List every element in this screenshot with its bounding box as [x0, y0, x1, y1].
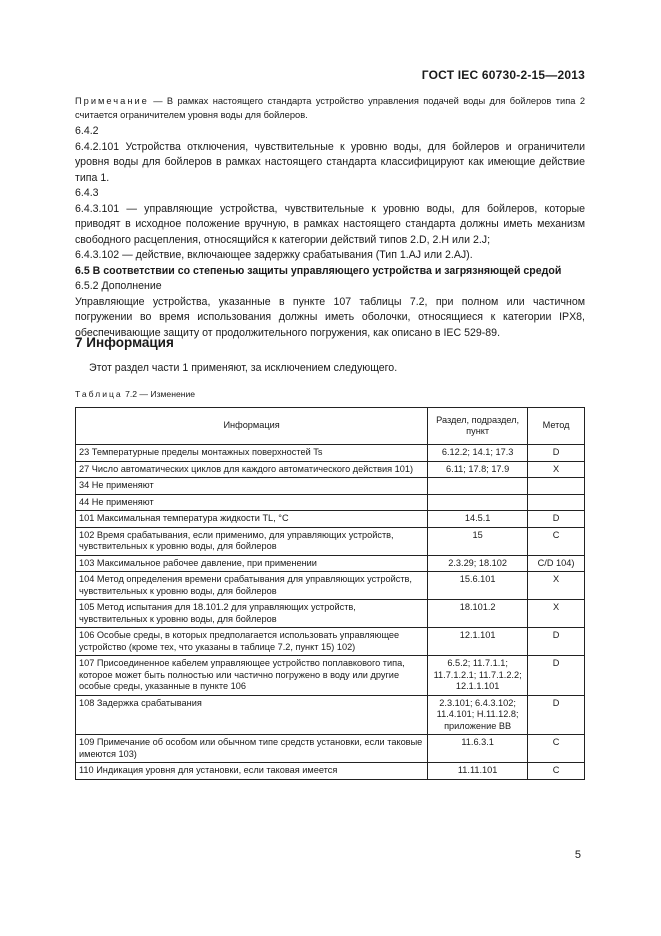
section-body: Этот раздел части 1 применяют, за исключением следующего. [89, 362, 398, 374]
cell-method [528, 494, 585, 511]
clause-6-4-3: 6.4.3 [75, 187, 99, 199]
clause-6-4-3-101: 6.4.3.101 — управляющие устройства, чувствительные к уровню воды, для бойлеров, которые приводят в исходное положение вручную, в рамках настоящего стандарта должны иметь механизм свободного расцепления, относящийся к категории действий типов 2.D, 2.H или 2.J; [75, 202, 585, 246]
document-header: ГОСТ IEC 60730-2-15—2013 [421, 68, 585, 82]
cell-method: D [528, 656, 585, 696]
note [75, 94, 585, 122]
cell-ref: 6.12.2; 14.1; 17.3 [428, 445, 528, 462]
table-caption-label: Таблица [75, 389, 123, 399]
clause-6-4-3-102: 6.4.3.102 — действие, включающее задержку срабатывания (Тип 1.AJ или 2.AJ). [75, 249, 473, 261]
header-ref: Раздел, подраздел, пункт [428, 408, 528, 445]
clause-6-5-heading: 6.5 В соответствии со степенью защиты управляющего устройства и загрязняющей средой [75, 264, 562, 277]
cell-method: C [528, 763, 585, 780]
cell-ref: 18.101.2 [428, 600, 528, 628]
cell-method: X [528, 572, 585, 600]
cell-info: 34 Не применяют [76, 478, 428, 495]
cell-ref: 15 [428, 527, 528, 555]
cell-info: 101 Максимальная температура жидкости TL, °C [76, 511, 428, 528]
cell-info: 105 Метод испытания для 18.101.2 для управляющих устройств, чувствительных к уровню воды, для бойлеров [76, 600, 428, 628]
table-row [76, 527, 585, 555]
table-row [76, 494, 585, 511]
cell-ref: 14.5.1 [428, 511, 528, 528]
header-method: Метод [528, 408, 585, 445]
table-row [76, 735, 585, 763]
header-info: Информация [76, 408, 428, 445]
cell-ref [428, 478, 528, 495]
cell-method: D [528, 695, 585, 735]
cell-info: 110 Индикация уровня для установки, если таковая имеется [76, 763, 428, 780]
note-label: Примечание [75, 96, 149, 106]
table-row [76, 763, 585, 780]
cell-method: X [528, 461, 585, 478]
table-row [76, 555, 585, 572]
cell-info: 104 Метод определения времени срабатывания для управляющих устройств, чувствительных к уровню воды, для бойлеров [76, 572, 428, 600]
table-row [76, 656, 585, 696]
table-row [76, 478, 585, 495]
cell-ref: 11.11.101 [428, 763, 528, 780]
cell-method: D [528, 628, 585, 656]
note-text: — В рамках настоящего стандарта устройство управления подачей воды для бойлеров типа 2 считается ограничителем уровня воды для бойлеров. [75, 96, 585, 120]
cell-ref: 15.6.101 [428, 572, 528, 600]
table-header-row [76, 408, 585, 445]
table-row [76, 695, 585, 735]
cell-info: 23 Температурные пределы монтажных поверхностей Ts [76, 445, 428, 462]
cell-method: X [528, 600, 585, 628]
table-caption [75, 389, 195, 399]
cell-info: 102 Время срабатывания, если применимо, для управляющих устройств, чувствительных к уровню воды, для бойлеров [76, 527, 428, 555]
cell-info: 103 Максимальное рабочее давление, при применении [76, 555, 428, 572]
clause-6-4-2-101: 6.4.2.101 Устройства отключения, чувствительные к уровню воды, для бойлеров и ограничители уровня воды для бойлеров в рамках настоящего стандарта классифицируют как имеющие действие типа 1. [75, 140, 585, 184]
clause-6-4-block [75, 124, 585, 341]
cell-ref: 12.1.101 [428, 628, 528, 656]
table-row [76, 572, 585, 600]
clause-6-5-2: 6.5.2 Дополнение [75, 280, 162, 292]
table-row [76, 511, 585, 528]
cell-ref: 11.6.3.1 [428, 735, 528, 763]
cell-ref [428, 494, 528, 511]
cell-method: D [528, 445, 585, 462]
table-row [76, 445, 585, 462]
cell-method: C [528, 527, 585, 555]
cell-method: D [528, 511, 585, 528]
cell-info: 44 Не применяют [76, 494, 428, 511]
info-table [75, 407, 585, 780]
cell-ref: 2.3.101; 6.4.3.102; 11.4.101; H.11.12.8; приложение ВВ [428, 695, 528, 735]
table-caption-text: 7.2 — Изменение [122, 389, 196, 399]
cell-method: C/D 104) [528, 555, 585, 572]
cell-info: 108 Задержка срабатывания [76, 695, 428, 735]
cell-method: C [528, 735, 585, 763]
cell-ref: 2.3.29; 18.102 [428, 555, 528, 572]
table-row [76, 461, 585, 478]
cell-info: 107 Присоединенное кабелем управляющее устройство поплавкового типа, которое может быть полностью или частично погружено в воду или другие особые среды, указанные в пункте 106 [76, 656, 428, 696]
cell-ref: 6.5.2; 11.7.1.1; 11.7.1.2.1; 11.7.1.2.2; 12.1.1.101 [428, 656, 528, 696]
table-row [76, 600, 585, 628]
cell-method [528, 478, 585, 495]
cell-info: 106 Особые среды, в которых предполагается использовать управляющее устройство (кроме тех, что указаны в таблице 7.2, пункт 15) 102) [76, 628, 428, 656]
cell-info: 27 Число автоматических циклов для каждого автоматического действия 101) [76, 461, 428, 478]
clause-6-4-2: 6.4.2 [75, 125, 99, 137]
cell-info: 109 Примечание об особом или обычном типе средств установки, если таковые имеются 103) [76, 735, 428, 763]
cell-ref: 6.11; 17.8; 17.9 [428, 461, 528, 478]
table-row [76, 628, 585, 656]
section-title: 7 Информация [75, 335, 174, 350]
page-number: 5 [574, 849, 581, 861]
clause-6-5-2-text: Управляющие устройства, указанные в пункте 107 таблицы 7.2, при полном или частичном погружении во время использования должны иметь оболочки, относящиеся к категории IPX8, обеспечивающие защиту от продолжительного погружения, как описано в IEC 529-89. [75, 295, 585, 339]
